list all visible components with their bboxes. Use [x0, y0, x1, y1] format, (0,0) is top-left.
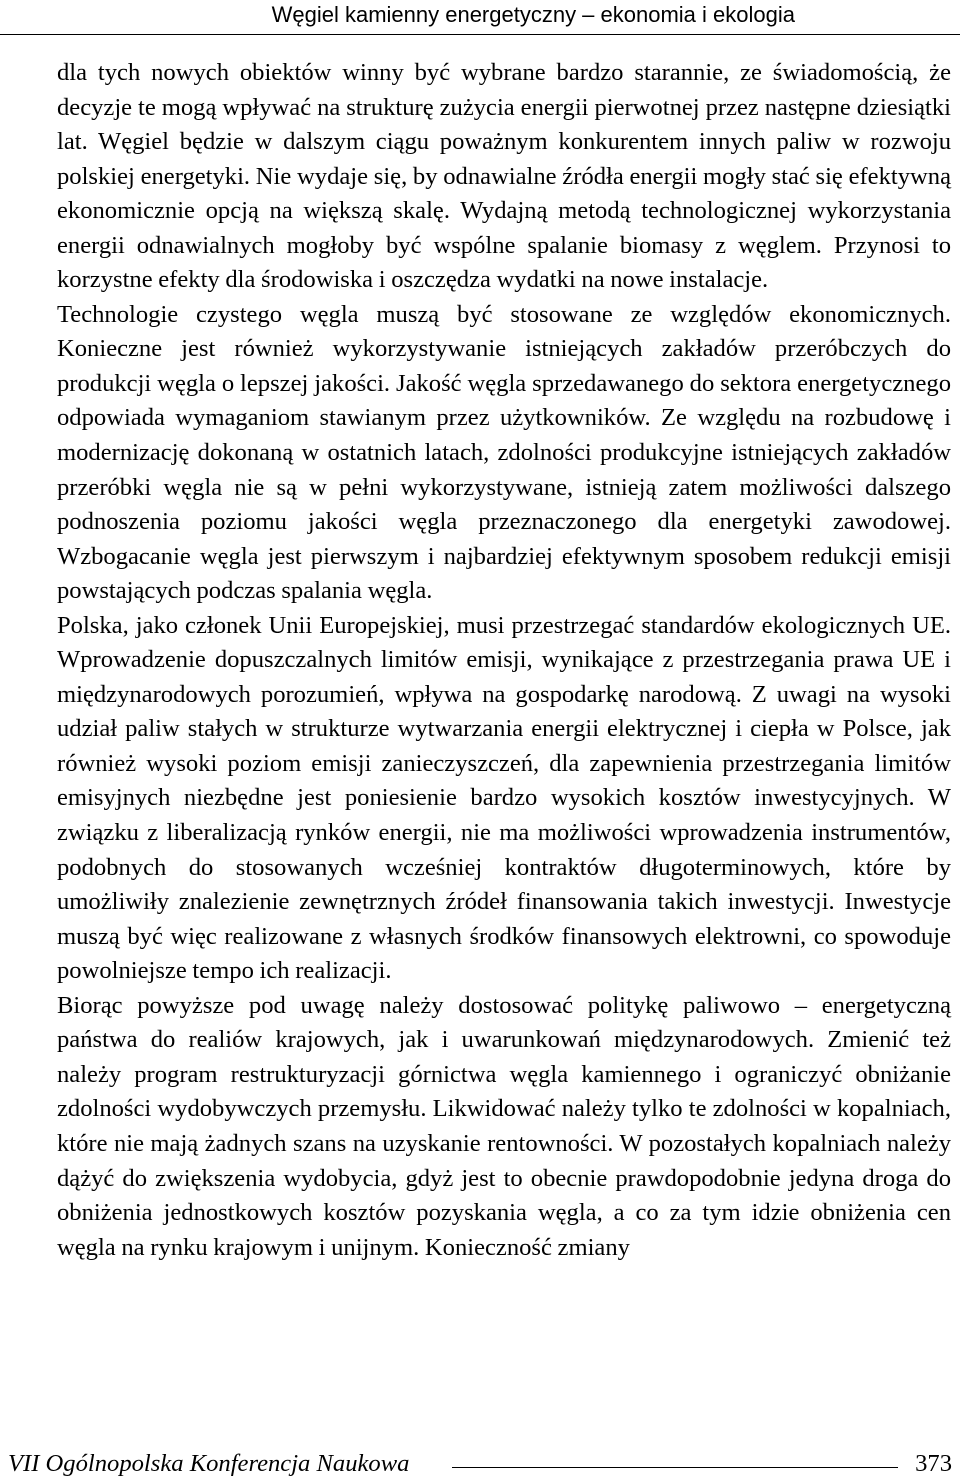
running-header-title: Węgiel kamienny energetyczny – ekonomia i ekologia [271, 2, 795, 27]
footer-conference-name: VII Ogólnopolska Konferencja Naukowa [8, 1450, 410, 1477]
page-footer [0, 1440, 960, 1480]
header-rule [0, 34, 960, 35]
paragraph-2: Technologie czystego węgla muszą być stosowane ze względów ekonomicznych. Konieczne jest również wykorzystywanie istniejących zakładów przeróbczych do produkcji węgla o lepszej jakości. Jakość węgla sprzedawanego do sektora energetycznego odpowiada wymaganiom stawianym przez użytkowników. Ze względu na rozbudowę i modernizację dokonaną w ostatnich latach, zdolności produkcyjne istniejących zakładów przeróbki węgla nie są w pełni wykorzystywane, istnieją zatem możliwości dalszego podnoszenia poziomu jakości węgla przeznaczonego dla energetyki zawodowej. Wzbogacanie węgla jest pierwszym i najbardziej efektywnym sposobem redukcji emisji powstających podczas spalania węgla. [57, 300, 951, 605]
paragraph-4: Biorąc powyższe pod uwagę należy dostosować politykę paliwowo – energetyczną państwa do realiów krajowych, jak i uwarunkowań międzynarodowych. Zmienić też należy program restrukturyzacji górnictwa węgla kamiennego i ograniczyć obniżanie zdolności wydobywczych przemysłu. Likwidować należy tylko te zdolności w kopalniach, które nie mają żadnych szans na uzyskanie rentowności. W pozostałych kopalniach należy dążyć do zwiększenia wydobycia, gdyż jest to obecnie prawdopodobnie jedyna droga do obniżenia jednostkowych kosztów pozyskania węgla, a co za tym idzie obniżenia cen węgla na rynku krajowym i unijnym. Konieczność zmiany [57, 991, 951, 1261]
paragraph-3: Polska, jako członek Unii Europejskiej, musi przestrzegać standardów ekologicznych UE. Wprowadzenie dopuszczalnych limitów emisji, wynikające z przestrzegania prawa UE i międzynarodowych porozumień, wpływa na gospodarkę narodową. Z uwagi na wysoki udział paliw stałych w strukturze wytwarzania energii elektrycznej i ciepła w Polsce, jak również wysoki poziom emisji zanieczyszczeń, dla zapewnienia przestrzegania limitów emisyjnych niezbędne jest poniesienie bardzo wysokich kosztów inwestycyjnych. W związku z liberalizacją rynków energii, nie ma możliwości wprowadzenia instrumentów, podobnych do stosowanych wcześniej kontraktów długoterminowych, które by umożliwiły znalezienie zewnętrznych źródeł finansowania takich inwestycji. Inwestycje muszą być więc realizowane z własnych środków finansowych elektrowni, co spowoduje powolniejsze tempo ich realizacji. [57, 611, 951, 985]
page-number: 373 [915, 1450, 952, 1477]
page-header [0, 0, 960, 36]
footer-rule [452, 1467, 898, 1468]
paragraph-1: dla tych nowych obiektów winny być wybrane bardzo starannie, ze świadomością, że decyzje te mogą wpływać na strukturę zużycia energii pierwotnej przez następne dziesiątki lat. Węgiel będzie w dalszym ciągu poważnym konkurentem innych paliw w rozwoju polskiej energetyki. Nie wydaje się, by odnawialne źródła energii mogły stać się efektywną ekonomicznie opcją na większą skalę. Wydajną metodą technologicznej wykorzystania energii odnawialnych mogłoby być wspólne spalanie biomasy z węglem. Przynosi to korzystne efekty dla środowiska i oszczędza wydatki na nowe instalacje. [57, 59, 951, 294]
main-text [57, 56, 951, 1265]
